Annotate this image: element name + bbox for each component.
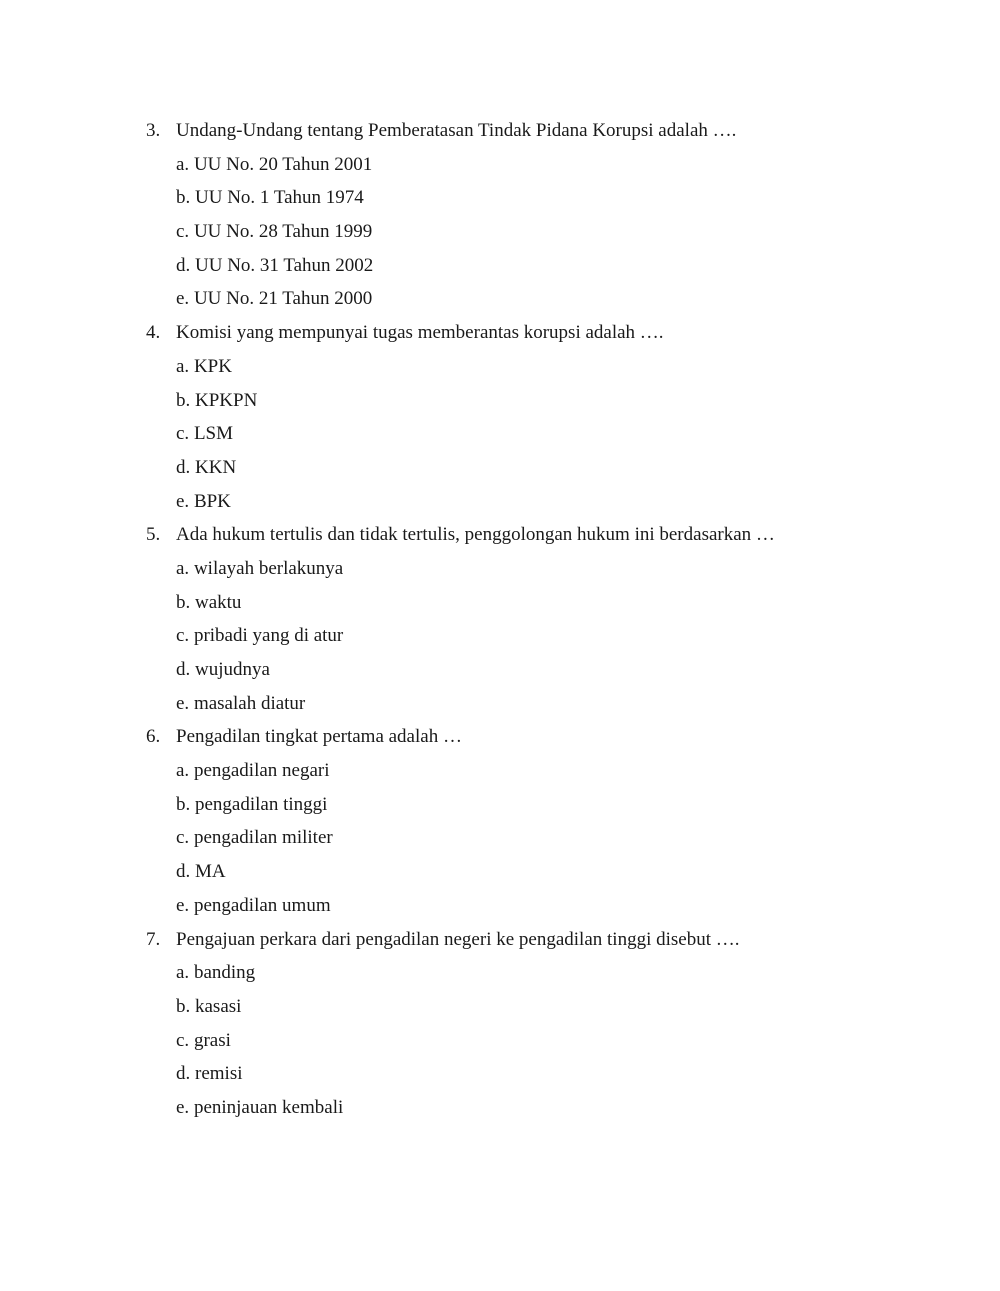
option-text: pengadilan umum	[193, 894, 331, 916]
question-text: Komisi yang mempunyai tugas memberantas korupsi adalah ….	[176, 322, 664, 344]
option-letter: c.	[176, 423, 190, 445]
option-text: UU No. 28 Tahun 1999	[193, 221, 373, 243]
question-line	[146, 114, 946, 148]
option-letter: e.	[176, 288, 190, 310]
option-letter: e.	[176, 490, 190, 512]
question-line	[146, 720, 946, 754]
option-item	[176, 788, 946, 822]
option-letter: a.	[176, 153, 190, 175]
question-item	[146, 316, 946, 518]
option-letter: c.	[176, 827, 190, 849]
option-item	[176, 282, 946, 316]
option-text: peninjauan kembali	[193, 1096, 344, 1118]
option-letter: b.	[176, 591, 191, 613]
question-item	[146, 923, 946, 1125]
option-list	[146, 754, 946, 922]
option-text: UU No. 21 Tahun 2000	[193, 288, 373, 310]
option-item	[176, 855, 946, 889]
option-item	[176, 215, 946, 249]
option-item	[176, 1024, 946, 1058]
option-list	[146, 148, 946, 316]
question-text: Pengadilan tingkat pertama adalah …	[176, 726, 462, 748]
option-item	[176, 148, 946, 182]
option-item	[176, 350, 946, 384]
option-text: banding	[193, 962, 256, 984]
option-text: UU No. 31 Tahun 2002	[195, 254, 374, 276]
option-letter: a.	[176, 355, 190, 377]
option-letter: b.	[176, 389, 191, 411]
question-number: 5.	[146, 524, 161, 546]
question-number: 6.	[146, 726, 161, 748]
question-number: 3.	[146, 120, 161, 141]
option-item	[176, 821, 946, 855]
option-letter: d.	[176, 1063, 191, 1085]
option-item	[176, 552, 946, 586]
option-item	[176, 181, 946, 215]
option-text: masalah diatur	[193, 692, 306, 714]
question-text: Pengajuan perkara dari pengadilan negeri ke pengadilan tinggi disebut ….	[176, 928, 740, 950]
option-letter: d.	[176, 861, 191, 883]
option-text: pengadilan negari	[193, 760, 330, 782]
option-text: KPKPN	[195, 389, 258, 411]
option-item	[176, 485, 946, 519]
option-item	[176, 956, 946, 990]
question-line	[146, 923, 946, 957]
question-line	[146, 518, 946, 552]
option-list	[146, 956, 946, 1124]
option-item	[176, 384, 946, 418]
option-text: pengadilan tinggi	[195, 793, 328, 815]
option-letter: c.	[176, 221, 190, 243]
option-letter: b.	[176, 793, 191, 815]
option-letter: e.	[176, 894, 190, 916]
option-text: LSM	[193, 423, 234, 445]
option-text: waktu	[195, 591, 242, 613]
option-letter: b.	[176, 187, 191, 209]
option-letter: a.	[176, 557, 190, 579]
option-letter: a.	[176, 962, 190, 984]
option-item	[176, 619, 946, 653]
option-item	[176, 990, 946, 1024]
option-item	[176, 889, 946, 923]
question-number: 4.	[146, 322, 161, 344]
option-item	[176, 417, 946, 451]
option-text: remisi	[195, 1063, 243, 1085]
option-item	[176, 1091, 946, 1125]
question-item	[146, 518, 946, 720]
option-text: KPK	[193, 355, 232, 377]
option-letter: e.	[176, 692, 190, 714]
option-list	[146, 552, 946, 720]
option-item	[176, 754, 946, 788]
option-item	[176, 1057, 946, 1091]
question-item	[146, 114, 946, 316]
option-text: grasi	[193, 1029, 231, 1051]
option-item	[176, 687, 946, 721]
question-number: 7.	[146, 928, 161, 950]
option-text: MA	[195, 861, 226, 883]
option-text: BPK	[193, 490, 231, 512]
option-letter: a.	[176, 760, 190, 782]
option-letter: c.	[176, 1029, 190, 1051]
option-letter: b.	[176, 995, 191, 1017]
question-text: Ada hukum tertulis dan tidak tertulis, penggolongan hukum ini berdasarkan …	[176, 524, 775, 546]
option-item	[176, 586, 946, 620]
option-list	[146, 350, 946, 518]
option-letter: d.	[176, 254, 191, 276]
option-text: pribadi yang di atur	[193, 625, 344, 647]
option-text: pengadilan militer	[193, 827, 333, 849]
option-text: KKN	[195, 456, 237, 478]
option-letter: d.	[176, 659, 191, 680]
option-text: UU No. 20 Tahun 2001	[193, 153, 373, 175]
option-letter: e.	[176, 1096, 190, 1118]
option-letter: d.	[176, 456, 191, 478]
question-text: Undang-Undang tentang Pemberatasan Tindak Pidana Korupsi adalah ….	[176, 120, 737, 141]
option-item	[176, 249, 946, 283]
option-item	[176, 451, 946, 485]
question-line	[146, 316, 946, 350]
option-text: kasasi	[195, 995, 242, 1017]
question-item	[146, 720, 946, 922]
question-list	[146, 114, 946, 1125]
option-item	[176, 653, 946, 687]
option-letter: c.	[176, 625, 190, 647]
option-text: wilayah berlakunya	[193, 557, 344, 579]
option-text: UU No. 1 Tahun 1974	[195, 187, 364, 209]
option-text: wujudnya	[195, 659, 270, 680]
